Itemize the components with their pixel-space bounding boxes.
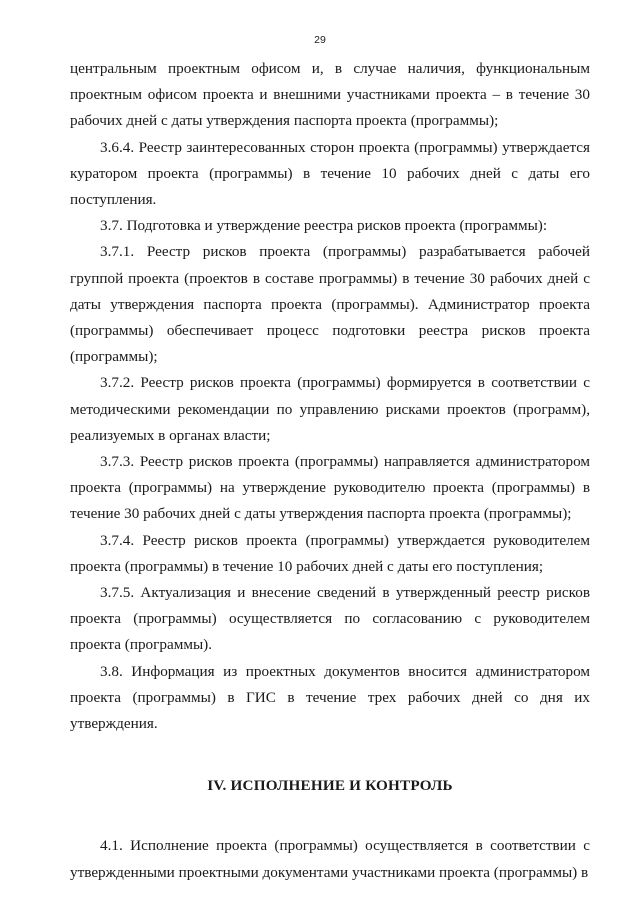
paragraph-4-1: 4.1. Исполнение проекта (программы) осуществляется в соответствии с утвержденными проектными документами участниками проекта (программы) в <box>70 837 590 881</box>
paragraph-3-7-1: 3.7.1. Реестр рисков проекта (программы) разрабатывается рабочей группой проекта (проектов в составе программы) в течение 30 рабочих дней с даты утверждения паспорта проекта (программы). Администратор проекта (программы) обеспечивает процесс подготовки реестра рисков проекта (программы); <box>70 243 590 366</box>
paragraph-3-7: 3.7. Подготовка и утверждение реестра рисков проекта (программы): <box>100 217 548 235</box>
paragraph-3-7-2: 3.7.2. Реестр рисков проекта (программы) формируется в соответствии с методическими рекомендации по управлению рисками проектов (программ), реализуемых в органах власти; <box>70 374 590 444</box>
paragraph-3-8: 3.8. Информация из проектных документов вносится администратором проекта (программы) в ГИС в течение трех рабочих дней со дня их утверждения. <box>70 662 590 733</box>
section-heading: IV. ИСПОЛНЕНИЕ И КОНТРОЛЬ <box>207 777 453 795</box>
paragraph-3-7-4: 3.7.4. Реестр рисков проекта (программы) утверждается руководителем проекта (программы) в течение 10 рабочих дней с даты его поступления; <box>70 531 590 575</box>
paragraph-3-7-5: 3.7.5. Актуализация и внесение сведений в утвержденный реестр рисков проекта (программы) осуществляется по согласованию с руководителем проекта (программы). <box>70 584 590 654</box>
paragraph-3-6-4: 3.6.4. Реестр заинтересованных сторон проекта (программы) утверждается куратором проекта (программы) в течение 10 рабочих дней с даты его поступления. <box>70 138 590 209</box>
page-number: 29 <box>314 34 326 46</box>
document-body <box>70 56 590 886</box>
paragraph-continuation: центральным проектным офисом и, в случае наличия, функциональным проектным офисом проекта и внешними участниками проекта – в течение 30 рабочих дней с даты утверждения паспорта проекта (программы); <box>70 60 590 130</box>
paragraph-3-7-3: 3.7.3. Реестр рисков проекта (программы) направляется администратором проекта (программы) на утверждение руководителю проекта (программы) в течение 30 рабочих дней с даты утверждения паспорта проекта (программы); <box>70 453 590 523</box>
